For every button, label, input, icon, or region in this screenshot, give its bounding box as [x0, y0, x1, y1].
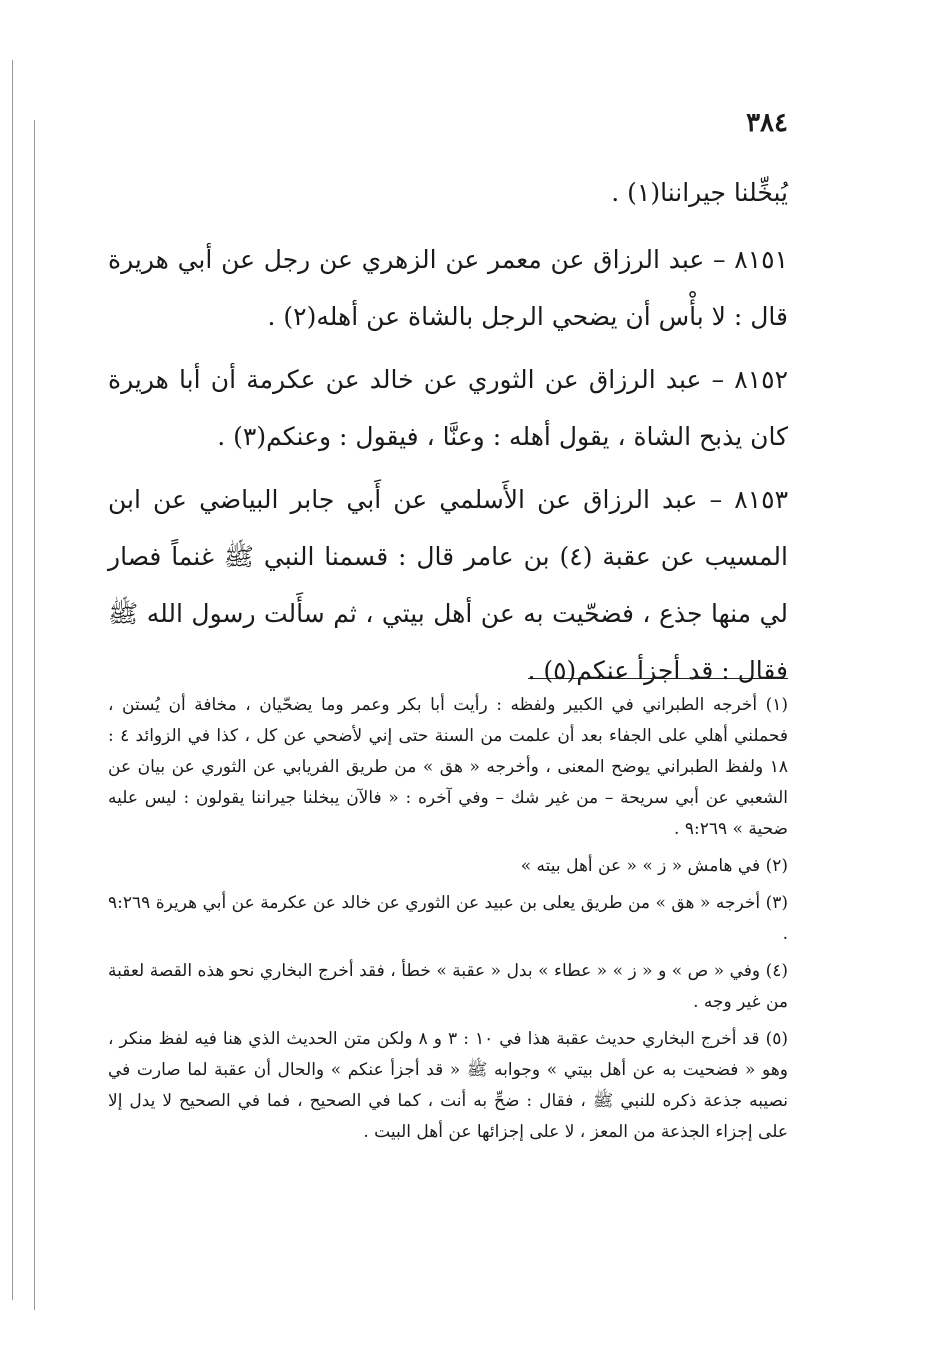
continuation-line: يُبخِّلنا جيراننا(١) . [611, 178, 788, 207]
hadith-8152: ٨١٥٢ – عبد الرزاق عن الثوري عن خالد عن عكرمة أن أبا هريرة كان يذبح الشاة ، يقول أهله : وعنَّا ، فيقول : وعنكم(٣) . [108, 365, 788, 451]
footnote-2: (٢) في هامش « ز » « عن أهل بيته » [520, 856, 788, 876]
page-number: ٣٨٤ [746, 108, 788, 138]
footnote-separator [528, 678, 788, 679]
main-text [108, 164, 788, 699]
footnote-3: (٣) أخرجه « هق » من طريق يعلى بن عبيد عن الثوري عن خالد عن عكرمة عن أبي هريرة ٩:٢٦٩ . [108, 893, 788, 944]
footnote-1: (١) أخرجه الطبراني في الكبير ولفظه : رأيت أبا بكر وعمر وما يضحّيان ، مخافة أن يُستن ، فحملني أهلي على الجفاء بعد أن علمت من السنة حتى إني لأضحي عن كل ، كذا في الزوائد ٤ : ١٨ ولفظ الطبراني يوضح المعنى ، وأخرجه « هق » من طريق الفريابي عن الثوري عن بيان عن الشعبي عن أبي سريحة – من غير شك – وفي آخره : « فالآن يبخلنا جيراننا يقولون : ليس عليه ضحية » ٩:٢٦٩ . [108, 695, 788, 839]
hadith-8153: ٨١٥٣ – عبد الرزاق عن الأَسلمي عن أَبي جابر البياضي عن ابن المسيب عن عقبة (٤) بن عامر قال : قسمنا النبي ﷺ غنماً فصار لي منها جذع ، فضحّيت به عن أهل بيتي ، ثم سأَلت رسول الله ﷺ فقال : قد أجزأ عنكم(٥) . [108, 485, 788, 685]
scan-edge-line [34, 120, 35, 1310]
book-page [108, 0, 788, 1371]
footnote-4: (٤) وفي « ص » و « ز » « عطاء » بدل « عقبة » خطأ ، فقد أخرج البخاري نحو هذه القصة لعقبة من غير وجه . [108, 961, 788, 1012]
footnotes [108, 690, 788, 1154]
hadith-8151: ٨١٥١ – عبد الرزاق عن معمر عن الزهري عن رجل عن أبي هريرة قال : لا بأْس أن يضحي الرجل بالشاة عن أهله(٢) . [108, 245, 788, 331]
footnote-5: (٥) قد أخرج البخاري حديث عقبة هذا في ١٠ : ٣ و ٨ ولكن متن الحديث الذي هنا فيه لفظ منكر ، وهو « فضحيت به عن أهل بيتي » وجوابه ﷺ « قد أجزأ عنكم » والحال أن عقبة لما صارت في نصيبه جذعة ذكره للنبي ﷺ ، فقال : ضحِّ به أنت ، كما في الصحيح ، فما في الصحيح لا يدل إلا على إجزاء الجذعة من المعز ، لا على إجزائها عن أهل البيت . [108, 1029, 788, 1142]
scan-edge-line [12, 60, 13, 1300]
